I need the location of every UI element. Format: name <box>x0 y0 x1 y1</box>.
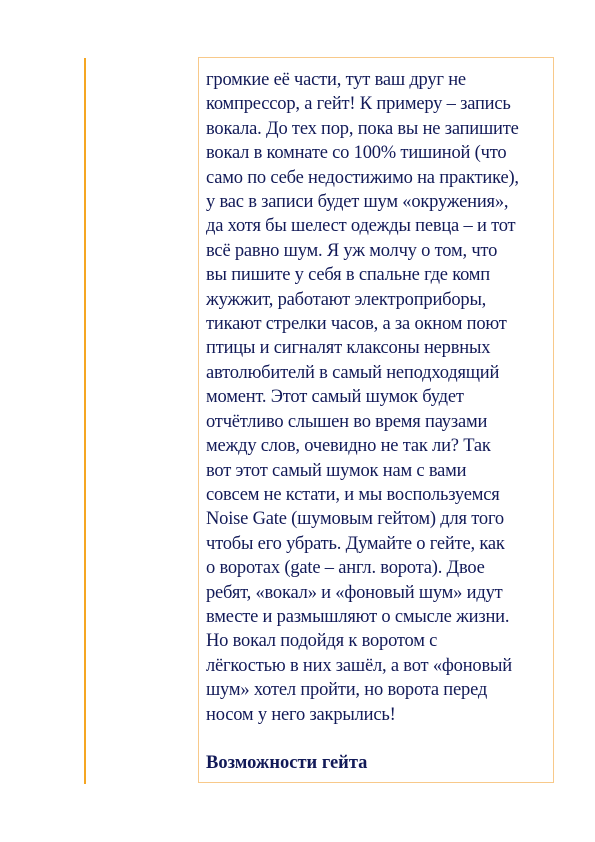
section-heading: Возможности гейта <box>206 753 368 774</box>
paragraph-line: вместе и размышляют о смысле жизни. <box>206 606 510 627</box>
paragraph-line: само по себе недостижимо на практике), <box>206 167 519 188</box>
paragraph-line: ребят, «вокал» и «фоновый шум» идут <box>206 582 503 603</box>
paragraph-line: Noise Gate (шумовым гейтом) для того <box>206 509 504 530</box>
paragraph-line: птицы и сигналят клаксоны нервных <box>206 338 491 359</box>
paragraph-line: компрессор, а гейт! К примеру – запись <box>206 94 511 115</box>
paragraph-line: Но вокал подойдя к воротом с <box>206 631 438 652</box>
paragraph-line: чтобы его убрать. Думайте о гейте, как <box>206 533 505 554</box>
document-text-block <box>206 68 552 776</box>
paragraph-line: шум» хотел пройти, но ворота перед <box>206 680 488 701</box>
paragraph-line: жужжит, работают электроприборы, <box>206 289 487 310</box>
paragraph-line: автолюбителй в самый неподходящий <box>206 362 500 383</box>
paragraph-line: громкие её части, тут ваш друг не <box>206 70 466 90</box>
left-margin-rule <box>84 58 86 784</box>
paragraph-spacer <box>206 727 552 751</box>
paragraph-line: да хотя бы шелест одежды певца – и тот <box>206 216 516 237</box>
paragraph-line: всё равно шум. Я уж молчу о том, что <box>206 240 498 261</box>
paragraph-line: у вас в записи будет шум «окружения», <box>206 192 509 213</box>
paragraph-line: вы пишите у себя в спальне где комп <box>206 265 490 286</box>
paragraph-line: лёгкостью в них зашёл, а вот «фоновый <box>206 655 512 676</box>
paragraph-line: вокала. До тех пор, пока вы не запишите <box>206 118 519 139</box>
paragraph-line: тикают стрелки часов, а за окном поют <box>206 314 507 335</box>
paragraph-line: о воротах (gate – англ. ворота). Двое <box>206 558 485 579</box>
paragraph-line: вокал в комнате со 100% тишиной (что <box>206 143 507 164</box>
paragraph-line: между слов, очевидно не так ли? Так <box>206 436 491 457</box>
paragraph-line: момент. Этот самый шумок будет <box>206 387 464 408</box>
paragraph-line: носом у него закрылись! <box>206 704 396 725</box>
paragraph-line: отчётливо слышен во время паузами <box>206 411 488 432</box>
paragraph-line: совсем не кстати, и мы воспользуемся <box>206 484 500 505</box>
paragraph-line: вот этот самый шумок нам с вами <box>206 460 467 481</box>
